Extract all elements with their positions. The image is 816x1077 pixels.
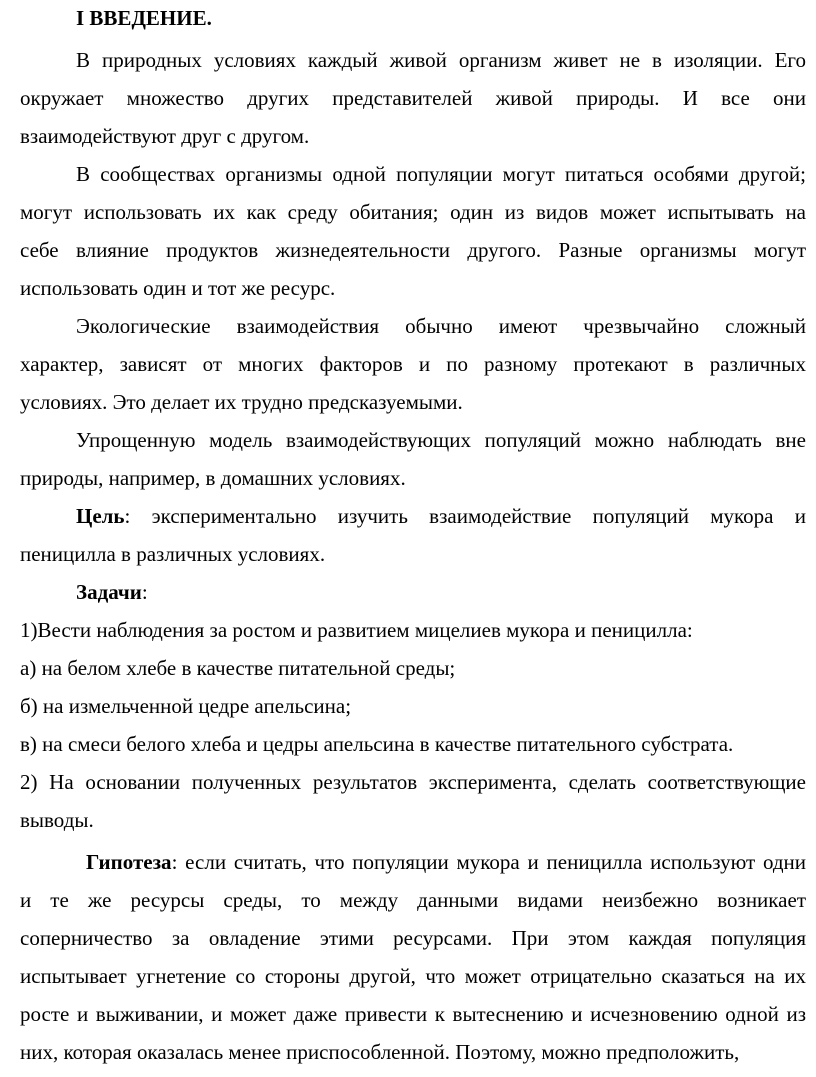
task-item: б) на измельченной цедре апельсина; (20, 694, 352, 718)
paragraph-line: природы, например, в домашних условиях. (20, 466, 406, 490)
hypothesis-line: испытывает угнетение со стороны другой, что может отрицательно сказаться на их (20, 964, 806, 988)
hypothesis-line: росте и выживании, и может даже привести к вытеснению и исчезновению одной из (20, 1002, 806, 1026)
hypothesis-line (86, 848, 806, 876)
tasks-heading (76, 578, 148, 606)
task-item: 1)Вести наблюдения за ростом и развитием мицелиев мукора и пеницилла: (20, 618, 693, 642)
task-item: в) на смеси белого хлеба и цедры апельсина в качестве питательного субстрата. (20, 732, 734, 756)
task-item: выводы. (20, 808, 94, 832)
paragraph-line: характер, зависят от многих факторов и по разному протекают в различных (20, 352, 806, 376)
paragraph-line: В сообществах организмы одной популяции могут питаться особями другой; (76, 162, 806, 186)
task-item: 2) На основании полученных результатов эксперимента, сделать соответствующие (20, 770, 806, 794)
hypothesis-label: Гипотеза (86, 850, 172, 874)
section-heading: I ВВЕДЕНИЕ. (76, 6, 212, 30)
hypothesis-line: соперничество за овладение этими ресурсами. При этом каждая популяция (20, 926, 806, 950)
hypothesis-text: : если считать, что популяции мукора и пеницилла используют одни (171, 850, 806, 874)
paragraph-line: могут использовать их как среду обитания; один из видов может испытывать на (20, 200, 806, 224)
paragraph-line: Упрощенную модель взаимодействующих популяций можно наблюдать вне (76, 428, 806, 452)
paragraph-line: использовать один и тот же ресурс. (20, 276, 336, 300)
goal-line (76, 502, 806, 530)
goal-label: Цель (76, 504, 125, 528)
paragraph-line: В природных условиях каждый живой организм живет не в изоляции. Его (76, 48, 806, 72)
hypothesis-line: них, которая оказалась менее приспособленной. Поэтому, можно предположить, (20, 1040, 740, 1064)
tasks-label: Задачи (76, 580, 142, 604)
paragraph-line: окружает множество других представителей живой природы. И все они (20, 86, 806, 110)
paragraph-line: Экологические взаимодействия обычно имеют чрезвычайно сложный (76, 314, 806, 338)
paragraph-line: себе влияние продуктов жизнедеятельности другого. Разные организмы могут (20, 238, 806, 262)
goal-line: пеницилла в различных условиях. (20, 542, 326, 566)
hypothesis-line: и те же ресурсы среды, то между данными видами неизбежно возникает (20, 888, 806, 912)
paragraph-line: условиях. Это делает их трудно предсказуемыми. (20, 390, 463, 414)
tasks-colon: : (141, 580, 148, 604)
task-item: а) на белом хлебе в качестве питательной среды; (20, 656, 456, 680)
paragraph-line: взаимодействуют друг с другом. (20, 124, 310, 148)
goal-text: : экспериментально изучить взаимодействие популяций мукора и (124, 504, 806, 528)
